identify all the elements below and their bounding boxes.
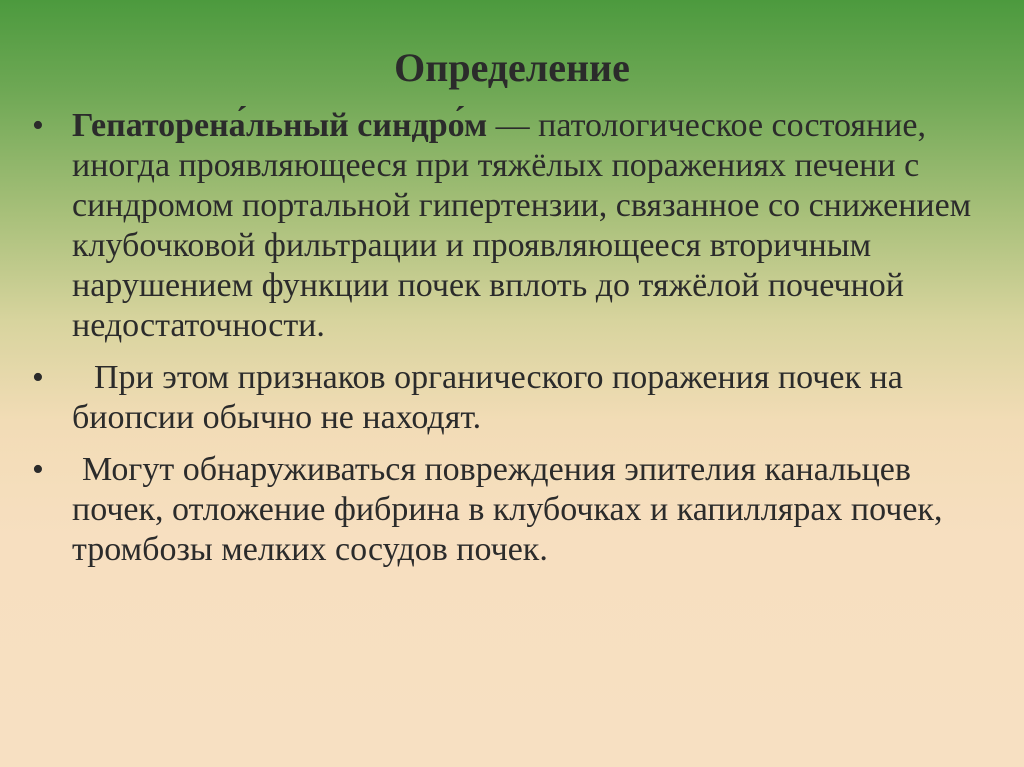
bullet-item-biopsy (32, 358, 992, 438)
damage-text: Могут обнаруживаться повреждения эпителия канальцев почек, отложение фибрина в клубочках и капиллярах почек, тромбозы мелких сосудов почек. (72, 451, 943, 568)
bullet-item-definition (32, 106, 992, 346)
slide-title: Определение (394, 45, 630, 90)
bullet-item-damage (32, 450, 992, 570)
bullet-marker: • (32, 359, 44, 396)
definition-term: Гепаторена́льный синдро́м (72, 107, 488, 144)
biopsy-text: При этом признаков органического поражения почек на биопсии обычно не находят. (72, 359, 903, 436)
bullet-marker: • (32, 451, 44, 488)
bullet-list (32, 106, 992, 582)
bullet-marker: • (32, 107, 44, 144)
definition-text: — патологическое состояние, иногда проявляющееся при тяжёлых поражениях печени с синдромом портальной гипертензии, связанное со снижением клубочковой фильтрации и проявляющееся вторичным нарушением функции почек вплоть до тяжёлой почечной недостаточности. (72, 107, 972, 344)
